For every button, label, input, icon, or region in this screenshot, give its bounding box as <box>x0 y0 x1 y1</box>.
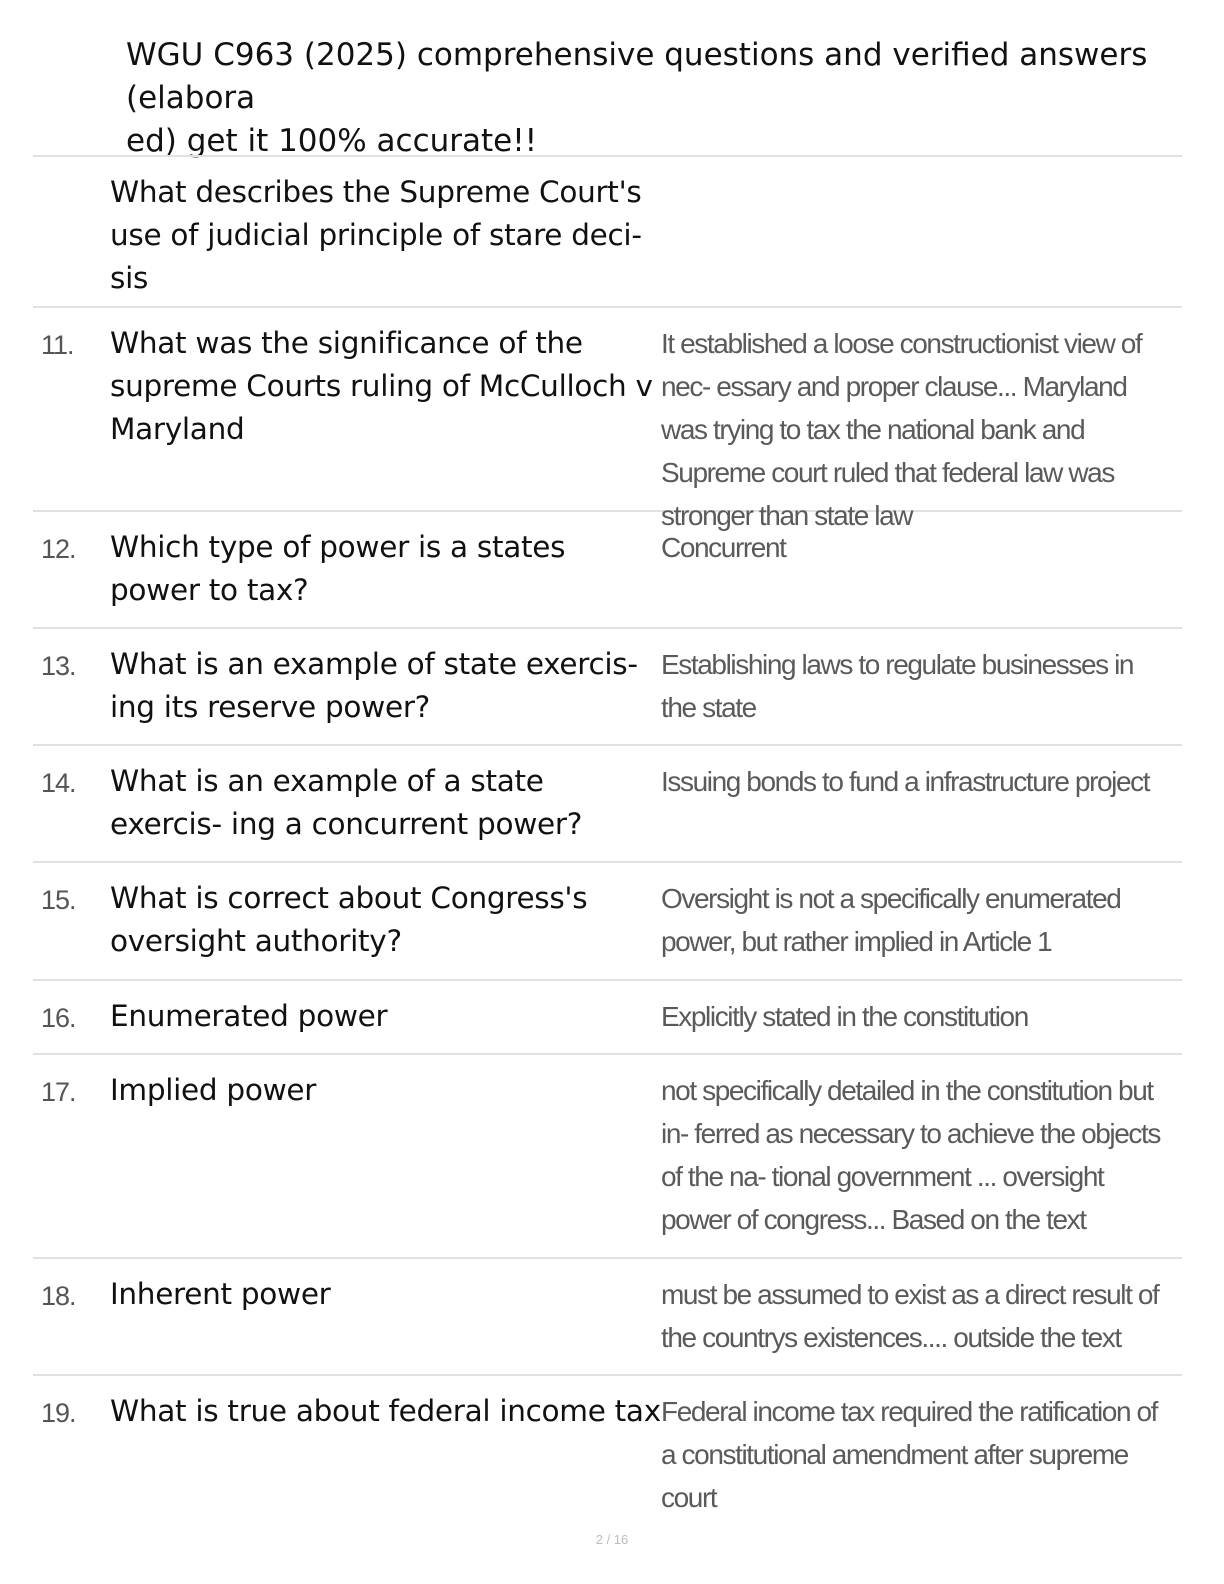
question-text: What is correct about Congress's oversight authority? <box>110 881 588 958</box>
answer-text: Oversight is not a specifically enumerated power, but rather implied in Article 1 <box>661 883 1121 957</box>
answer-text: Concurrent <box>661 532 786 563</box>
answer-text: Issuing bonds to fund a infrastructure project <box>661 766 1150 797</box>
question-text: What was the significance of the supreme Courts ruling of McCulloch v Maryland <box>110 326 653 446</box>
question-number: 15. <box>41 885 76 915</box>
question-text: What is an example of state exercis- ing its reserve power? <box>110 647 638 724</box>
question-number: 12. <box>41 534 76 564</box>
qa-row <box>33 1053 1182 1257</box>
qa-row <box>33 1374 1182 1513</box>
question-number: 19. <box>41 1398 76 1428</box>
question-number: 16. <box>41 1003 76 1033</box>
qa-row <box>33 861 1182 979</box>
question-number: 14. <box>41 768 76 798</box>
question-text: What is true about federal income tax <box>110 1394 661 1428</box>
question-text: What describes the Supreme Court's use of judicial principle of stare deci- sis <box>110 175 642 295</box>
question-number: 11. <box>41 330 74 360</box>
question-text: Implied power <box>110 1073 317 1107</box>
question-number: 17. <box>41 1077 76 1107</box>
question-number: 13. <box>41 651 76 681</box>
answer-text: It established a loose constructionist view of nec- essary and proper clause... Maryland was trying to tax the national bank and Supreme court ruled that federal law was stronger than state law <box>661 328 1142 531</box>
question-text: Which type of power is a states power to tax? <box>110 530 566 607</box>
qa-row <box>33 155 1182 306</box>
answer-text: not specifically detailed in the constitution but in- ferred as necessary to achieve the objects of the na- tional government ... oversight power of congress... Based on the text <box>661 1075 1161 1235</box>
qa-row <box>33 627 1182 744</box>
qa-row <box>33 306 1182 531</box>
page-number: 2 / 16 <box>595 1532 629 1547</box>
answer-text: Explicitly stated in the constitution <box>661 1001 1028 1032</box>
qa-row <box>33 979 1182 1053</box>
answer-text: must be assumed to exist as a direct result of the countrys existences.... outside the text <box>661 1279 1159 1353</box>
question-text: Inherent power <box>110 1277 331 1311</box>
qa-row <box>33 744 1182 861</box>
question-number: 18. <box>41 1281 76 1311</box>
answer-text <box>661 157 1182 306</box>
question-number <box>33 157 110 306</box>
document-title: WGU C963 (2025) comprehensive questions and verified answers (elabora ed) get it 100% accurate!! <box>126 37 1148 159</box>
qa-row <box>33 510 1182 627</box>
answer-text: Federal income tax required the ratification of a constitutional amendment after supreme court <box>661 1396 1158 1513</box>
question-text: What is an example of a state exercis- ing a concurrent power? <box>110 764 583 841</box>
answer-text: Establishing laws to regulate businesses in the state <box>661 649 1134 723</box>
qa-table <box>33 155 1182 1513</box>
qa-row <box>33 1257 1182 1374</box>
question-text: Enumerated power <box>110 999 388 1033</box>
